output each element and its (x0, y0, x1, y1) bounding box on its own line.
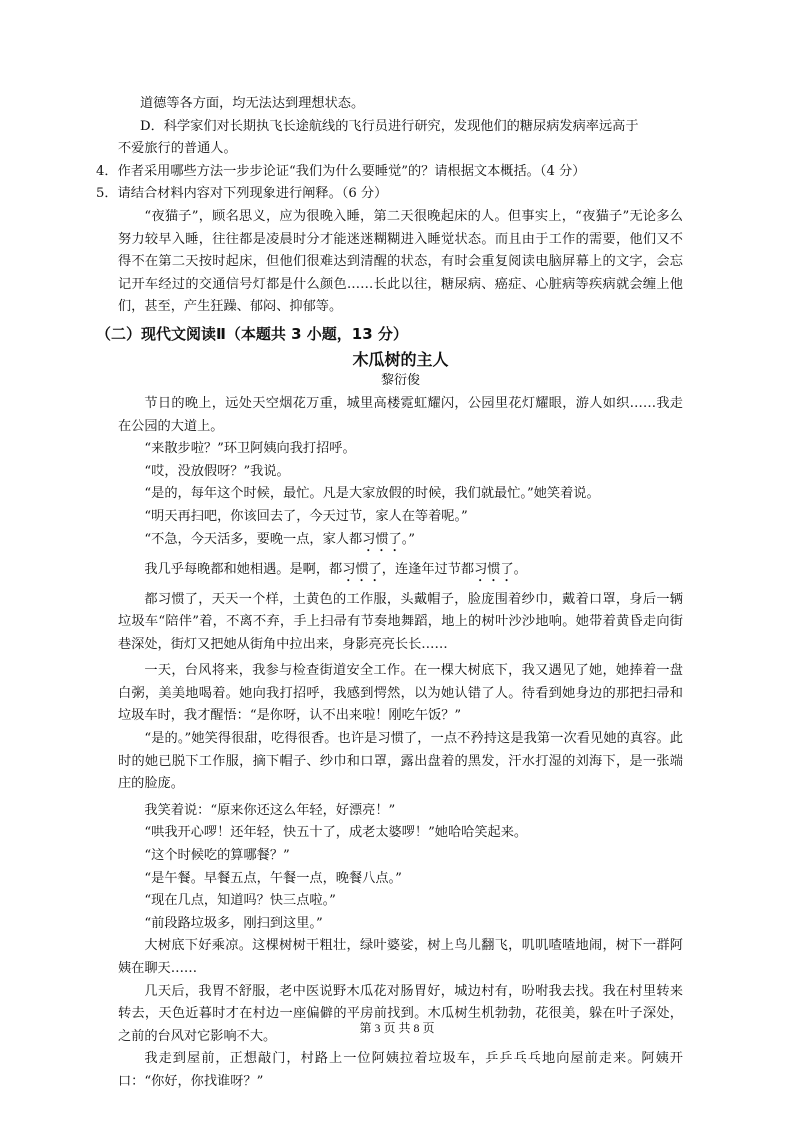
page-content (96, 93, 683, 1094)
text-span: 。 (513, 561, 527, 577)
question-5: 5．请结合材料内容对下列现象进行阐释。（6 分） (96, 186, 388, 202)
article-paragraph: 我笑着说：“原来你还这么年轻，好漂亮！” (144, 802, 396, 818)
article-paragraph: “明天再扫吧，你该回去了，今天过节，家人在等着呢。” (144, 508, 468, 524)
article-paragraph: 大树底下好乘凉。这棵树树干粗壮，绿叶婆娑，树上鸟儿翻飞，叽叽喳喳地闹，树下一群阿姨在聊天…… (118, 938, 683, 976)
article-paragraph: “是的，每年这个时候，最忙。凡是大家放假的时候，我们就最忙。”她笑着说。 (144, 486, 600, 502)
section-heading: （二）现代文阅读Ⅱ（本题共 3 小题，13 分） (96, 324, 408, 343)
emphasized-text: 习惯了 (474, 561, 514, 577)
page-footer: 第 3 页 共 8 页 (359, 1021, 435, 1035)
article-paragraph: “现在几点，知道吗？快三点啦。” (144, 893, 336, 909)
question-4: 4．作者采用哪些方法一步步论证“我们为什么要睡觉”的？请根据文本概括。（4 分） (96, 163, 586, 179)
article-paragraph: “来散步啦？”环卫阿姨向我打招呼。 (144, 441, 356, 457)
text-span: 我几乎每晚都和她相遇。是啊，都 (144, 561, 343, 577)
article-paragraph: 一天，台风将来，我参与检查街道安全工作。在一棵大树底下，我又遇见了她，她捧着一盘白粥，美美地喝着。她向我打招呼，我感到愕然，以为她认错了人。待看到她身边的那把扫帚和垃圾车时，我才醒悟：“是你呀，认不出来啦！刚吃午饭？” (118, 663, 683, 724)
option-d-line-1: D．科学家们对长期执飞长途航线的飞行员进行研究，发现他们的糖尿病发病率远高于 (140, 118, 639, 134)
option-d-line-2: 不爱旅行的普通人。 (118, 141, 237, 157)
article-paragraph-emphasis (118, 529, 683, 555)
question-5-material: “夜猫子”，顾名思义，应为很晚入睡，第二天很晚起床的人。但事实上，“夜猫子”无论多么努力较早入睡，往往都是凌晨时分才能迷迷糊糊进入睡觉状态。而且由于工作的需要，他们又不得不在第二天按时起床，但他们很难达到清醒的状态，有时会重复阅读电脑屏幕上的文字，会忘记开车经过的交通信号灯都是什么颜色……长此以往，糖尿病、癌症、心脏病等疾病就会缠上他们，甚至，产生狂躁、郁闷、抑郁等。 (118, 208, 683, 315)
article-title: 木瓜树的主人 (352, 349, 449, 369)
article-paragraph: 节日的晚上，远处天空烟花万重，城里高楼霓虹耀闪，公园里花灯耀眼，游人如织……我走在公园的大道上。 (118, 395, 683, 434)
article-paragraph: “哄我开心啰！还年轻，快五十了，成老太婆啰！”她哈哈笑起来。 (144, 825, 528, 841)
article-author: 黎衍俊 (380, 372, 420, 388)
article-paragraph: 我走到屋前，正想敲门，村路上一位阿姨拉着垃圾车，乒乒乓乓地向屋前走来。阿姨开口：“你好，你找谁呀？” (118, 1051, 683, 1089)
article-paragraph: “这个时候吃的算哪餐？” (144, 848, 290, 864)
article-paragraph: “是的。”她笑得很甜，吃得很香。也许是习惯了，一点不矜持这是我第一次看见她的真容。此时的她已脱下工作服，摘下帽子、纱巾和口罩，露出盘着的黑发，汗水打湿的刘海下，是一张端庄的脸庞。 (118, 731, 683, 792)
text-span: ，连逢年过节都 (381, 561, 475, 577)
article-paragraph: “前段路垃圾多，刚扫到这里。” (144, 915, 323, 931)
article-paragraph-emphasis (118, 559, 683, 585)
emphasized-text: 习惯了 (362, 531, 402, 547)
text-span: 。” (401, 531, 416, 547)
emphasized-text: 习惯了 (342, 561, 382, 577)
option-c-continuation: 道德等各方面，均无法达到理想状态。 (140, 96, 365, 111)
article-paragraph: “哎，没放假呀？”我说。 (144, 463, 290, 479)
article-paragraph: “是午餐。早餐五点，午餐一点，晚餐八点。” (144, 870, 402, 886)
text-span: “不急，今天活多，要晚一点，家人都 (144, 531, 363, 547)
article-paragraph: 都习惯了，天天一个样，土黄色的工作服，头戴帽子，脸庞围着纱巾，戴着口罩，身后一辆垃圾车“陪伴”着，不离不弃，手上扫帚有节奏地舞蹈，地上的树叶沙沙地响。她带着黄昏走向街巷深处，街灯又把她从街角中拉出来，身影亮亮长长…… (118, 591, 683, 652)
article-paragraph: 几天后，我胃不舒服，老中医说野木瓜花对肠胃好，城边村有，吩咐我去找。我在村里转来转去，天色近暮时才在村边一座偏僻的平房前找到。木瓜树生机勃勃，花很美，躲在叶子深处，之前的台风对它影响不大。 (118, 983, 683, 1044)
